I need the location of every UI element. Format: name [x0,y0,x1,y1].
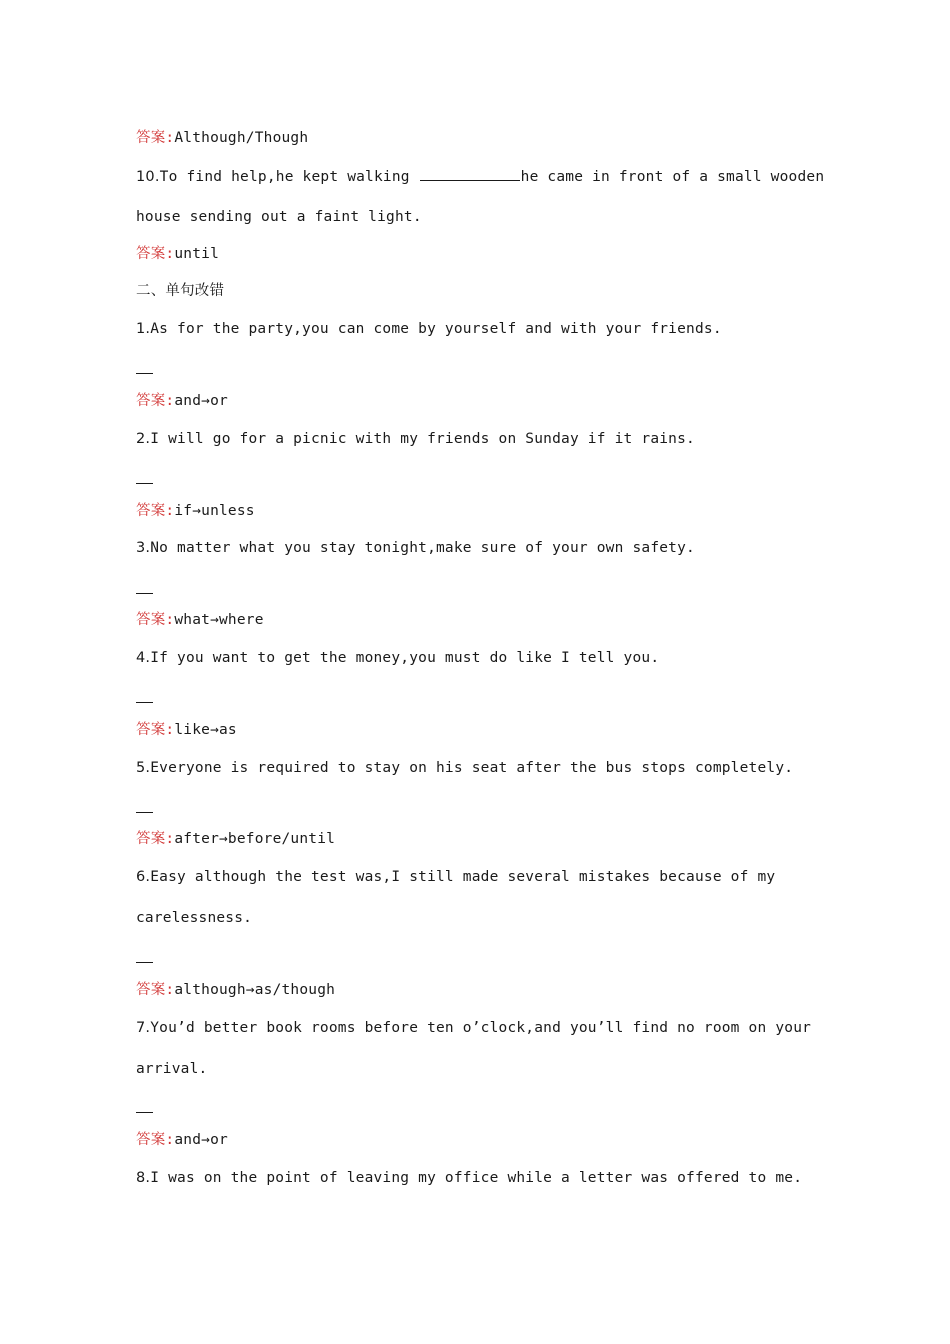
item-4 [136,648,659,668]
item-3 [136,538,695,558]
item-text: As for the party,you can come by yourself and with your friends. [150,321,722,337]
item-number: 7. [136,1020,151,1036]
question-text-cont: he came in front of a small wooden [520,169,825,185]
answer-dash [136,962,153,963]
item-7 [136,1018,811,1038]
item-number: 6. [136,869,151,885]
answer-dash [136,1112,153,1113]
answer-line-7 [136,1130,228,1150]
answer-label: 答案: [136,1132,175,1148]
answer-text: like→as [174,722,237,738]
answer-line-1 [136,391,228,411]
answer-text: if→unless [174,503,255,519]
answer-line-6 [136,980,335,1000]
answer-label: 答案: [136,831,175,847]
item-text: No matter what you stay tonight,make sure of your own safety. [150,540,695,556]
item-text: Everyone is required to stay on his seat after the bus stops completely. [150,760,794,776]
item-6 [136,867,775,887]
answer-line-5 [136,829,335,849]
item-number: 8. [136,1170,151,1186]
item-text: If you want to get the money,you must do like I tell you. [150,650,660,666]
item-number: 5. [136,760,151,776]
answer-line-2 [136,501,255,521]
answer-label: 答案: [136,130,175,146]
answer-label: 答案: [136,722,175,738]
answer-text: Although/Though [174,130,309,146]
item-5 [136,758,793,778]
question-10 [136,166,824,187]
answer-label: 答案: [136,246,175,262]
question-10-line2: house sending out a faint light. [136,209,422,225]
answer-text: and→or [174,1132,228,1148]
answer-dash [136,373,153,374]
item-1 [136,319,722,339]
item-6-line2: carelessness. [136,910,253,926]
answer-line-10 [136,244,219,264]
item-number: 1. [136,321,151,337]
item-2 [136,429,695,449]
item-number: 4. [136,650,151,666]
item-text: I was on the point of leaving my office while a letter was offered to me. [150,1170,803,1186]
item-text: I will go for a picnic with my friends on Sunday if it rains. [150,431,695,447]
answer-dash [136,483,153,484]
answer-text: and→or [174,393,228,409]
answer-line-4 [136,720,237,740]
answer-text: until [174,246,219,262]
item-text: Easy although the test was,I still made several mistakes because of my [150,869,776,885]
answer-line-9 [136,128,308,148]
item-number: 3. [136,540,151,556]
answer-label: 答案: [136,612,175,628]
item-8 [136,1168,802,1188]
item-7-line2: arrival. [136,1061,208,1077]
answer-text: although→as/though [174,982,336,998]
answer-dash [136,593,153,594]
answer-dash [136,702,153,703]
answer-label: 答案: [136,503,175,519]
section-title: 二、单句改错 [136,283,225,299]
item-number: 2. [136,431,151,447]
fill-blank [420,166,520,181]
answer-text: after→before/until [174,831,336,847]
answer-dash [136,812,153,813]
answer-label: 答案: [136,982,175,998]
question-number: 10. [136,169,160,185]
answer-label: 答案: [136,393,175,409]
answer-line-3 [136,610,264,630]
item-text: You’d better book rooms before ten o’clock,and you’ll find no room on your [150,1020,812,1036]
answer-text: what→where [174,612,264,628]
question-text: To find help,he kept walking [159,169,419,185]
